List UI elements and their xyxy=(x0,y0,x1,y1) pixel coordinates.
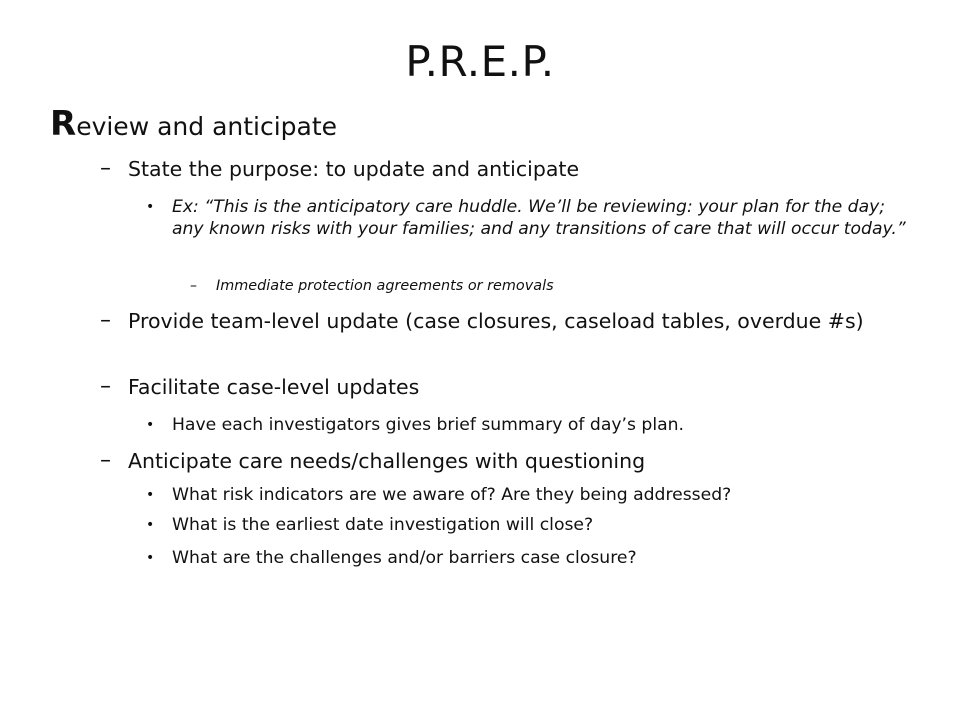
item-text: State the purpose: to update and anticipate xyxy=(128,157,580,181)
item-text: Anticipate care needs/challenges with questioning xyxy=(128,449,646,473)
item-text: Facilitate case-level updates xyxy=(128,375,420,399)
bullet-dot: • xyxy=(146,517,155,533)
item-text: Provide team-level update (case closures, caseload tables, overdue #s) xyxy=(128,309,864,333)
dash-bullet: – xyxy=(100,448,111,473)
heading-rest: eview and anticipate xyxy=(76,112,338,141)
dash-bullet: – xyxy=(190,278,197,294)
example-quote: Ex: “This is the anticipatory care huddle. We’ll be reviewing: your plan for the day; any known risks with your families; and any transitions of care that will occur today.” xyxy=(172,197,906,239)
slide-title: P.R.E.P. xyxy=(405,37,555,86)
bullet-dot: • xyxy=(146,199,155,215)
dash-bullet: – xyxy=(100,156,111,181)
dash-bullet: – xyxy=(100,374,111,399)
sub-item-text: Have each investigators gives brief summary of day’s plan. xyxy=(172,415,684,435)
dash-bullet: – xyxy=(100,308,111,333)
sub-item-text: What are the challenges and/or barriers case closure? xyxy=(172,548,637,568)
bullet-dot: • xyxy=(146,550,155,566)
sub-item-text: What risk indicators are we aware of? Are they being addressed? xyxy=(172,485,732,505)
bullet-dot: • xyxy=(146,417,155,433)
bullet-dot: • xyxy=(146,487,155,503)
sub-item-text: Immediate protection agreements or removals xyxy=(216,278,554,294)
sub-item-text: What is the earliest date investigation will close? xyxy=(172,515,594,535)
heading-initial: R xyxy=(50,104,77,144)
level1-heading xyxy=(50,104,337,147)
